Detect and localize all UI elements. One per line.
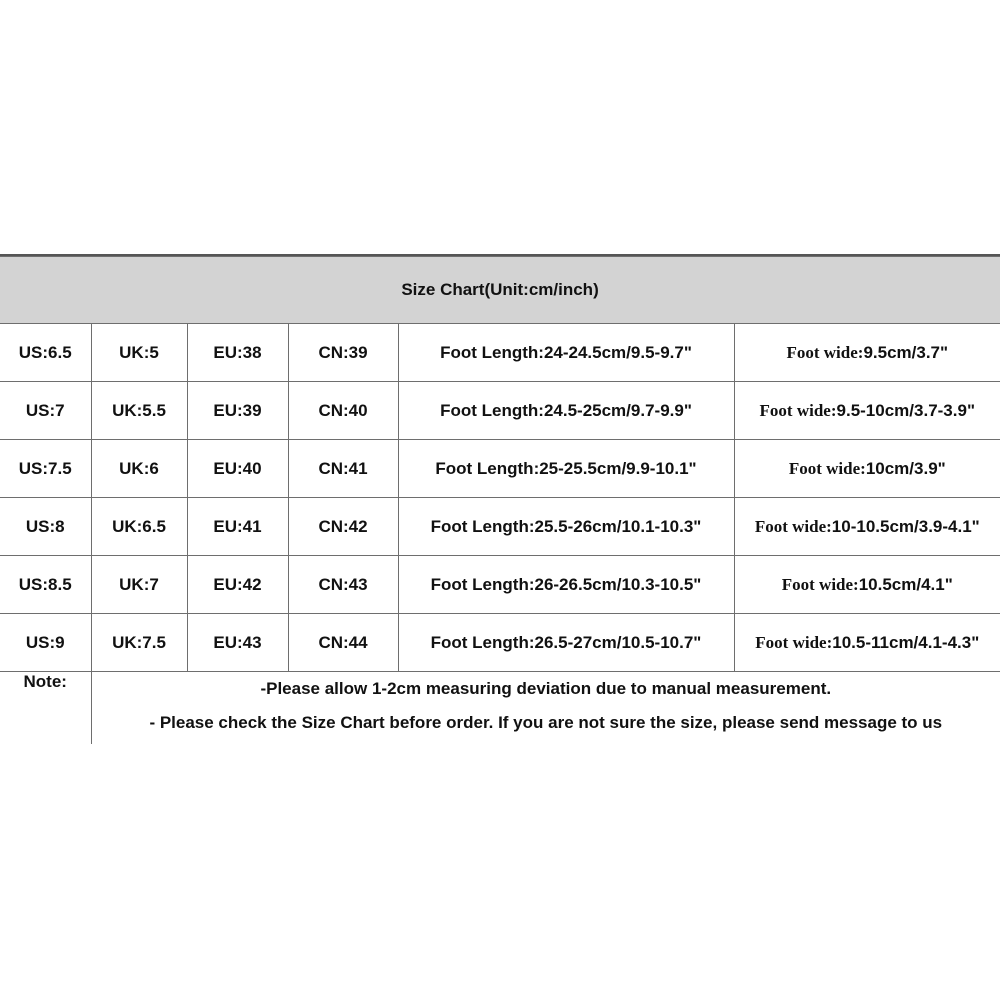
table-row xyxy=(0,556,1000,614)
foot-wide-value: 10cm/3.9" xyxy=(865,458,946,478)
table-row xyxy=(0,440,1000,498)
foot-wide-label: Foot wide: xyxy=(754,516,832,536)
note-line: -Please allow 1-2cm measuring deviation due to manual measurement. xyxy=(260,679,832,698)
size-chart-table xyxy=(0,256,1000,744)
table-row xyxy=(0,324,1000,382)
cn-size-cell: CN:40 xyxy=(288,382,398,440)
uk-size-cell: UK:7.5 xyxy=(91,614,187,672)
eu-size-cell: EU:38 xyxy=(187,324,288,382)
foot-wide-cell xyxy=(734,556,1000,614)
foot-wide-cell xyxy=(734,382,1000,440)
table-row xyxy=(0,614,1000,672)
foot-length-cell: Foot Length:24.5-25cm/9.7-9.9" xyxy=(398,382,734,440)
foot-wide-cell xyxy=(734,498,1000,556)
us-size-cell: US:8.5 xyxy=(0,556,91,614)
foot-wide-label: Foot wide: xyxy=(788,458,866,478)
note-text xyxy=(91,672,1000,745)
eu-size-cell: EU:41 xyxy=(187,498,288,556)
foot-length-cell: Foot Length:26-26.5cm/10.3-10.5" xyxy=(398,556,734,614)
cn-size-cell: CN:43 xyxy=(288,556,398,614)
uk-size-cell: UK:6 xyxy=(91,440,187,498)
cn-size-cell: CN:41 xyxy=(288,440,398,498)
uk-size-cell: UK:5 xyxy=(91,324,187,382)
table-row xyxy=(0,498,1000,556)
foot-length-cell: Foot Length:25.5-26cm/10.1-10.3" xyxy=(398,498,734,556)
eu-size-cell: EU:39 xyxy=(187,382,288,440)
foot-wide-cell xyxy=(734,440,1000,498)
uk-size-cell: UK:6.5 xyxy=(91,498,187,556)
foot-wide-label: Foot wide: xyxy=(759,400,837,420)
us-size-cell: US:9 xyxy=(0,614,91,672)
cn-size-cell: CN:39 xyxy=(288,324,398,382)
foot-wide-value: 9.5-10cm/3.7-3.9" xyxy=(836,400,975,420)
header-row xyxy=(0,257,1000,324)
foot-wide-label: Foot wide: xyxy=(781,574,859,594)
uk-size-cell: UK:5.5 xyxy=(91,382,187,440)
uk-size-cell: UK:7 xyxy=(91,556,187,614)
foot-wide-value: 10.5-11cm/4.1-4.3" xyxy=(832,632,980,652)
eu-size-cell: EU:42 xyxy=(187,556,288,614)
size-rows xyxy=(0,324,1000,672)
foot-length-cell: Foot Length:25-25.5cm/9.9-10.1" xyxy=(398,440,734,498)
foot-wide-cell xyxy=(734,614,1000,672)
us-size-cell: US:7 xyxy=(0,382,91,440)
cn-size-cell: CN:42 xyxy=(288,498,398,556)
us-size-cell: US:6.5 xyxy=(0,324,91,382)
size-chart xyxy=(0,254,1000,744)
foot-length-cell: Foot Length:24-24.5cm/9.5-9.7" xyxy=(398,324,734,382)
foot-wide-label: Foot wide: xyxy=(755,632,833,652)
us-size-cell: US:7.5 xyxy=(0,440,91,498)
note-label: Note: xyxy=(0,672,91,745)
eu-size-cell: EU:40 xyxy=(187,440,288,498)
foot-wide-value: 9.5cm/3.7" xyxy=(863,342,949,362)
note-line: - Please check the Size Chart before order. If you are not sure the size, please send message to us xyxy=(149,713,943,732)
size-chart-title: Size Chart(Unit:cm/inch) xyxy=(0,257,1000,324)
foot-wide-label: Foot wide: xyxy=(786,342,864,362)
us-size-cell: US:8 xyxy=(0,498,91,556)
foot-wide-value: 10.5cm/4.1" xyxy=(858,574,953,594)
note-row xyxy=(0,672,1000,745)
foot-wide-value: 10-10.5cm/3.9-4.1" xyxy=(831,516,980,536)
cn-size-cell: CN:44 xyxy=(288,614,398,672)
eu-size-cell: EU:43 xyxy=(187,614,288,672)
table-row xyxy=(0,382,1000,440)
foot-wide-cell xyxy=(734,324,1000,382)
foot-length-cell: Foot Length:26.5-27cm/10.5-10.7" xyxy=(398,614,734,672)
